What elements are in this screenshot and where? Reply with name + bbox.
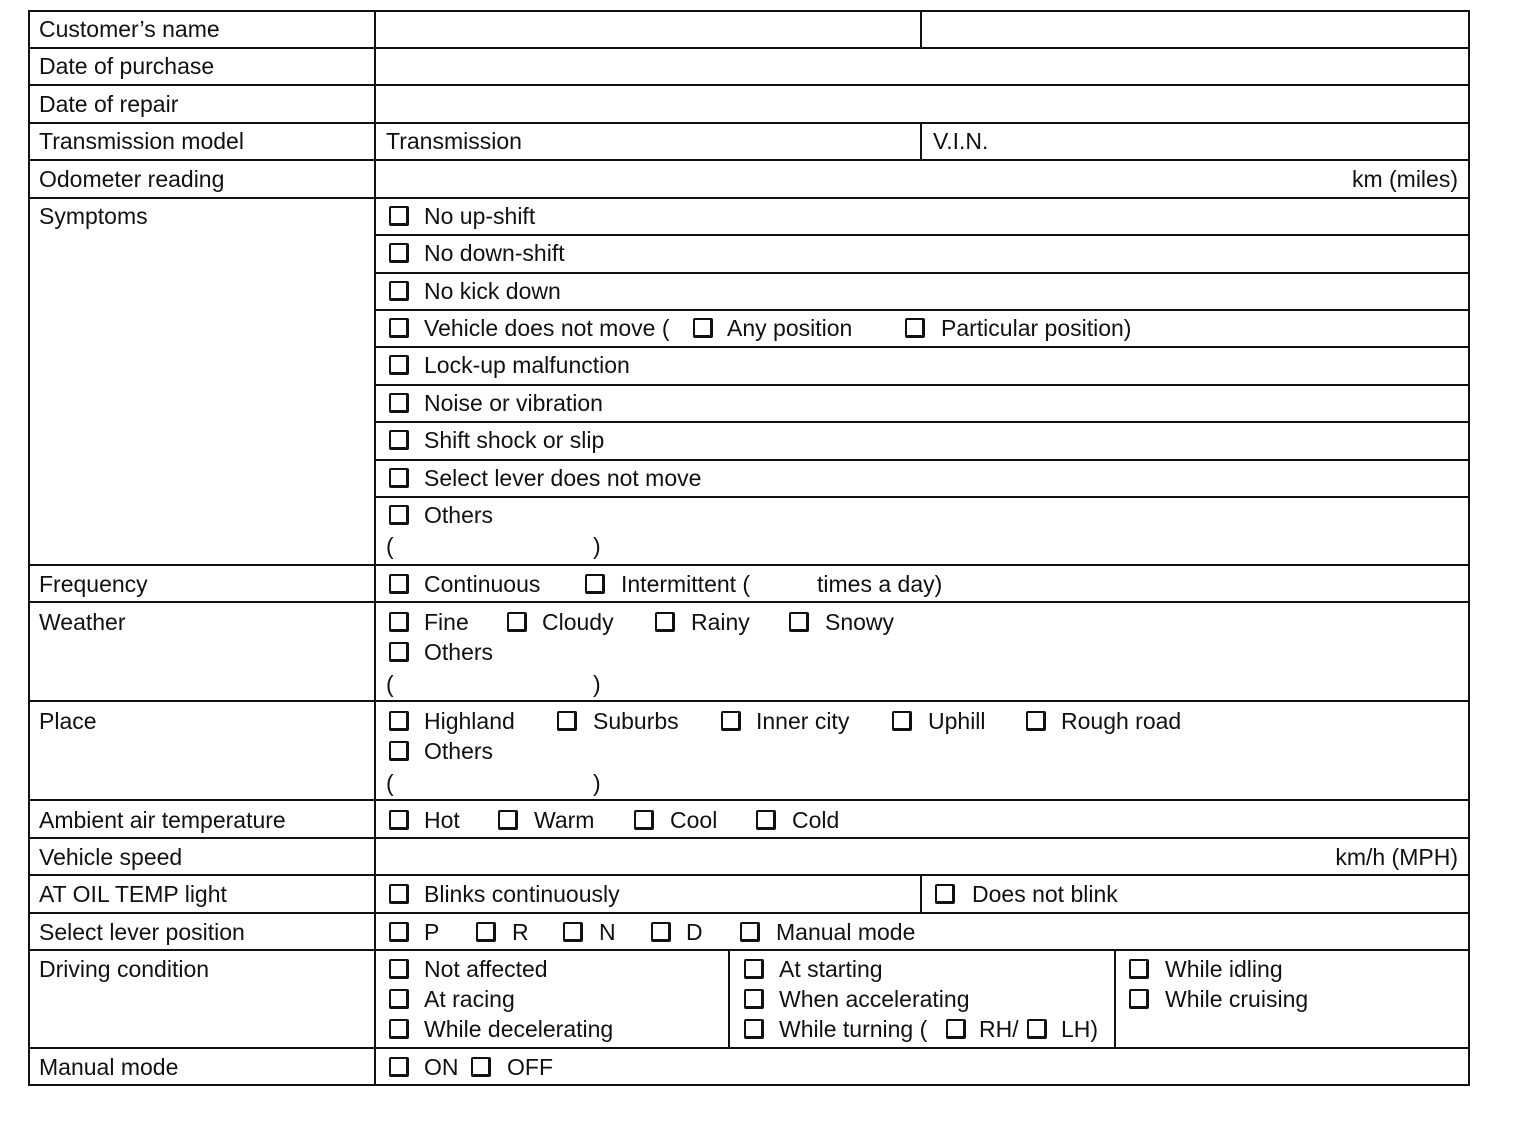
driving-condition-option: At racing <box>424 986 515 1012</box>
while-cruising-checkbox[interactable] <box>1129 989 1149 1009</box>
continuous-checkbox[interactable] <box>389 574 409 594</box>
rule <box>28 564 1470 566</box>
rule <box>28 912 1470 914</box>
rule <box>374 234 1470 236</box>
turning-lh-checkbox[interactable] <box>1027 1019 1047 1039</box>
rule <box>28 1084 1470 1086</box>
transmission-field[interactable]: Transmission <box>386 128 522 154</box>
lever-d-checkbox[interactable] <box>651 922 671 942</box>
symptom-others-close-paren: ) <box>593 533 601 559</box>
no-upshift-checkbox[interactable] <box>389 206 409 226</box>
rule <box>28 874 1470 876</box>
at-starting-checkbox[interactable] <box>744 959 764 979</box>
cool-checkbox[interactable] <box>634 810 654 830</box>
driving-condition-option: While cruising <box>1165 986 1309 1012</box>
lever-n-label: N <box>599 919 616 945</box>
lever-n-checkbox[interactable] <box>563 922 583 942</box>
vehicle-speed-label: Vehicle speed <box>39 844 183 870</box>
date-of-purchase-label: Date of purchase <box>39 53 215 79</box>
odometer-unit: km (miles) <box>1351 166 1458 192</box>
customer-name-label: Customer’s name <box>39 16 220 42</box>
driving-condition-option: While decelerating <box>424 1016 614 1042</box>
lever-p-label: P <box>424 919 440 945</box>
warm-label: Warm <box>534 807 595 833</box>
while-idling-checkbox[interactable] <box>1129 959 1149 979</box>
blinks-continuously-label: Blinks continuously <box>424 881 620 907</box>
noise-vibration-checkbox[interactable] <box>389 393 409 413</box>
any-position-label: Any position <box>727 315 853 341</box>
ambient-temp-label: Ambient air temperature <box>39 807 286 833</box>
at-racing-checkbox[interactable] <box>389 989 409 1009</box>
turning-lh-label: LH) <box>1061 1016 1099 1042</box>
particular-position-checkbox[interactable] <box>905 318 925 338</box>
symptom-others-checkbox[interactable] <box>389 505 409 525</box>
weather-label: Weather <box>39 609 126 635</box>
symptom-label: No down-shift <box>424 240 565 266</box>
weather-others-open-paren: ( <box>386 671 394 697</box>
rule <box>374 496 1470 498</box>
date-of-repair-field[interactable] <box>376 86 1468 122</box>
symptom-label: Select lever does not move <box>424 465 702 491</box>
select-lever-label: Select lever position <box>39 919 245 945</box>
fine-label: Fine <box>424 609 469 635</box>
vehicle-speed-unit: km/h (MPH) <box>1335 844 1458 870</box>
rule <box>28 10 30 1086</box>
customer-name-field-2[interactable] <box>922 12 1468 47</box>
does-not-blink-label: Does not blink <box>972 881 1118 907</box>
symptom-label: Vehicle does not move ( <box>424 315 670 341</box>
suburbs-checkbox[interactable] <box>557 711 577 731</box>
warm-checkbox[interactable] <box>498 810 518 830</box>
symptom-label: Noise or vibration <box>424 390 603 416</box>
continuous-label: Continuous <box>424 571 541 597</box>
highland-label: Highland <box>424 708 515 734</box>
manual-off-label: OFF <box>507 1054 553 1080</box>
times-a-day-label: times a day) <box>817 571 943 597</box>
customer-name-field[interactable] <box>376 12 920 47</box>
shift-shock-checkbox[interactable] <box>389 430 409 450</box>
no-downshift-checkbox[interactable] <box>389 243 409 263</box>
place-others-open-paren: ( <box>386 770 394 796</box>
rule <box>374 10 376 1086</box>
cloudy-label: Cloudy <box>542 609 614 635</box>
inner-city-checkbox[interactable] <box>721 711 741 731</box>
place-others-checkbox[interactable] <box>389 741 409 761</box>
particular-position-label: Particular position) <box>941 315 1132 341</box>
driving-condition-option: Not affected <box>424 956 548 982</box>
place-others-field[interactable] <box>400 768 592 796</box>
snowy-label: Snowy <box>825 609 895 635</box>
lockup-malfunction-checkbox[interactable] <box>389 355 409 375</box>
any-position-checkbox[interactable] <box>693 318 713 338</box>
place-label: Place <box>39 708 97 734</box>
weather-others-checkbox[interactable] <box>389 642 409 662</box>
symptom-label: Lock-up malfunction <box>424 352 630 378</box>
vehicle-not-move-checkbox[interactable] <box>389 318 409 338</box>
rough-road-label: Rough road <box>1061 708 1182 734</box>
select-lever-not-move-checkbox[interactable] <box>389 468 409 488</box>
does-not-blink-checkbox[interactable] <box>935 884 955 904</box>
manual-off-checkbox[interactable] <box>471 1057 491 1077</box>
intermittent-checkbox[interactable] <box>585 574 605 594</box>
place-others-close-paren: ) <box>593 770 601 796</box>
rule <box>374 346 1470 348</box>
no-kickdown-checkbox[interactable] <box>389 281 409 301</box>
vehicle-speed-field[interactable] <box>376 839 1316 874</box>
driving-condition-label: Driving condition <box>39 956 210 982</box>
weather-others-close-paren: ) <box>593 671 601 697</box>
rule <box>28 1047 1470 1049</box>
lever-manual-mode-checkbox[interactable] <box>740 922 760 942</box>
driving-condition-option: While idling <box>1165 956 1283 982</box>
symptom-label: No kick down <box>424 278 561 304</box>
symptom-label: Shift shock or slip <box>424 427 605 453</box>
vin-field[interactable]: V.I.N. <box>933 128 989 154</box>
rule <box>1114 949 1116 1049</box>
driving-condition-option: While turning ( <box>779 1016 928 1042</box>
cold-checkbox[interactable] <box>756 810 776 830</box>
symptoms-label: Symptoms <box>39 203 148 229</box>
rough-road-checkbox[interactable] <box>1026 711 1046 731</box>
lever-r-label: R <box>512 919 529 945</box>
rule <box>920 874 922 913</box>
blinks-continuously-checkbox[interactable] <box>389 884 409 904</box>
uphill-checkbox[interactable] <box>892 711 912 731</box>
driving-condition-option: At starting <box>779 956 883 982</box>
at-oil-temp-label: AT OIL TEMP light <box>39 881 227 907</box>
rule <box>28 122 1470 124</box>
diagnostic-worksheet <box>28 10 1470 1086</box>
while-turning-checkbox[interactable] <box>744 1019 764 1039</box>
intermittent-label: Intermittent ( <box>621 571 751 597</box>
cloudy-checkbox[interactable] <box>507 612 527 632</box>
manual-on-label: ON <box>424 1054 459 1080</box>
date-of-purchase-field[interactable] <box>376 49 1468 84</box>
frequency-label: Frequency <box>39 571 148 597</box>
uphill-label: Uphill <box>928 708 986 734</box>
symptom-label: Others <box>424 502 494 528</box>
highland-checkbox[interactable] <box>389 711 409 731</box>
rule <box>28 949 1470 951</box>
symptom-others-open-paren: ( <box>386 533 394 559</box>
rule <box>28 197 1470 199</box>
manual-on-checkbox[interactable] <box>389 1057 409 1077</box>
rule <box>374 421 1470 423</box>
symptom-label: No up-shift <box>424 203 536 229</box>
snowy-checkbox[interactable] <box>789 612 809 632</box>
cold-label: Cold <box>792 807 840 833</box>
turning-rh-label: RH/ <box>979 1016 1019 1042</box>
rule <box>920 122 922 160</box>
suburbs-label: Suburbs <box>593 708 679 734</box>
lever-r-checkbox[interactable] <box>476 922 496 942</box>
rainy-checkbox[interactable] <box>655 612 675 632</box>
times-a-day-field[interactable] <box>770 570 814 598</box>
hot-label: Hot <box>424 807 460 833</box>
rule <box>374 459 1470 461</box>
manual-mode-label: Manual mode <box>39 1054 179 1080</box>
cool-label: Cool <box>670 807 718 833</box>
rule <box>728 949 730 1049</box>
symptom-others-field[interactable] <box>400 531 592 559</box>
driving-condition-option: When accelerating <box>779 986 970 1012</box>
while-decelerating-checkbox[interactable] <box>389 1019 409 1039</box>
fine-checkbox[interactable] <box>389 612 409 632</box>
weather-others-field[interactable] <box>400 669 592 697</box>
turning-rh-checkbox[interactable] <box>946 1019 966 1039</box>
lever-manual-mode-label: Manual mode <box>776 919 916 945</box>
rule <box>28 799 1470 801</box>
rule <box>28 700 1470 702</box>
date-of-repair-label: Date of repair <box>39 91 179 117</box>
rule <box>374 384 1470 386</box>
odometer-label: Odometer reading <box>39 166 225 192</box>
rule <box>28 601 1470 603</box>
transmission-model-label: Transmission model <box>39 128 244 154</box>
rainy-label: Rainy <box>691 609 750 635</box>
weather-others-label: Others <box>424 639 494 665</box>
lever-d-label: D <box>686 919 703 945</box>
rule <box>374 272 1470 274</box>
inner-city-label: Inner city <box>756 708 850 734</box>
not-affected-checkbox[interactable] <box>389 959 409 979</box>
hot-checkbox[interactable] <box>389 810 409 830</box>
rule <box>28 159 1470 161</box>
when-accelerating-checkbox[interactable] <box>744 989 764 1009</box>
rule <box>1468 10 1470 1086</box>
lever-p-checkbox[interactable] <box>389 922 409 942</box>
rule <box>374 309 1470 311</box>
place-others-label: Others <box>424 738 494 764</box>
